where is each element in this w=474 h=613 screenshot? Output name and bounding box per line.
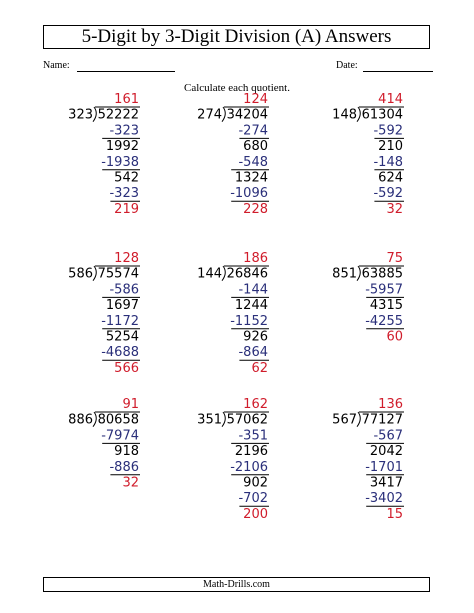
quotient: 75 (386, 251, 403, 266)
name-label: Name: (43, 60, 70, 71)
partial-result: 624 (378, 170, 403, 186)
subtraction: -864 (238, 345, 268, 361)
divisor: 586 (68, 266, 93, 282)
division-problem (332, 397, 404, 522)
division-problem (68, 251, 140, 376)
divisor: 851 (332, 266, 357, 282)
divisor: 567 (332, 412, 357, 428)
instructions: Calculate each quotient. (184, 82, 290, 94)
dividend: 26846 (226, 266, 268, 282)
remainder: 32 (386, 201, 403, 217)
partial-result: 1324 (234, 170, 268, 186)
dividend: 80658 (97, 412, 139, 428)
quotient: 162 (243, 397, 268, 412)
divisor: 144 (197, 266, 222, 282)
divisor: 886 (68, 412, 93, 428)
subtraction: -567 (373, 428, 403, 444)
division-problem (197, 92, 269, 217)
dividend: 52222 (97, 107, 139, 123)
subtraction: -1172 (101, 313, 139, 329)
partial-result: 542 (114, 170, 139, 186)
quotient: 136 (378, 397, 403, 412)
quotient: 161 (114, 92, 139, 107)
division-bracket (357, 412, 360, 427)
division-bracket (357, 107, 360, 122)
divisor: 148 (332, 107, 357, 123)
division-problem (197, 397, 269, 522)
quotient: 186 (243, 251, 268, 266)
remainder: 15 (386, 506, 403, 522)
partial-result: 902 (243, 475, 268, 491)
subtraction: -702 (238, 491, 268, 507)
subtraction: -2106 (230, 459, 268, 475)
divisor: 274 (197, 107, 222, 123)
partial-result: 918 (114, 444, 139, 460)
division-bracket (357, 266, 360, 281)
subtraction: -3402 (365, 491, 403, 507)
partial-result: 210 (378, 139, 403, 155)
quotient: 128 (114, 251, 139, 266)
division-bracket (222, 412, 225, 427)
subtraction: -548 (238, 154, 268, 170)
dividend: 34204 (226, 107, 268, 123)
dividend: 77127 (361, 412, 403, 428)
subtraction: -351 (238, 428, 268, 444)
subtraction: -323 (109, 186, 139, 202)
partial-result: 926 (243, 329, 268, 345)
worksheet-title: 5-Digit by 3-Digit Division (A) Answers (43, 25, 430, 49)
dividend: 75574 (97, 266, 139, 282)
remainder: 200 (243, 506, 268, 522)
remainder: 228 (243, 201, 268, 217)
division-problem (332, 92, 404, 217)
remainder: 62 (251, 360, 268, 376)
quotient: 124 (243, 92, 268, 107)
subtraction: -592 (373, 123, 403, 139)
division-bracket (222, 107, 225, 122)
division-bracket (222, 266, 225, 281)
subtraction: -4688 (101, 345, 139, 361)
quotient: 91 (122, 397, 139, 412)
remainder: 566 (114, 360, 139, 376)
subtraction: -586 (109, 282, 139, 298)
dividend: 61304 (361, 107, 403, 123)
subtraction: -592 (373, 186, 403, 202)
partial-result: 2196 (234, 444, 268, 460)
remainder: 60 (386, 329, 403, 345)
subtraction: -144 (238, 282, 268, 298)
divisor: 351 (197, 412, 222, 428)
division-problem (197, 251, 269, 376)
remainder: 32 (122, 475, 139, 491)
subtraction: -1938 (101, 154, 139, 170)
remainder: 219 (114, 201, 139, 217)
subtraction: -274 (238, 123, 268, 139)
footer-source: Math-Drills.com (43, 577, 430, 592)
dividend: 57062 (226, 412, 268, 428)
date-label: Date: (336, 60, 358, 71)
subtraction: -1701 (365, 459, 403, 475)
division-bracket (93, 107, 96, 122)
subtraction: -148 (373, 154, 403, 170)
subtraction: -886 (109, 459, 139, 475)
partial-result: 2042 (369, 444, 403, 460)
division-bracket (93, 266, 96, 281)
division-bracket (93, 412, 96, 427)
subtraction: -323 (109, 123, 139, 139)
quotient: 414 (378, 92, 403, 107)
subtraction: -5957 (365, 282, 403, 298)
partial-result: 680 (243, 139, 268, 155)
division-problem (68, 92, 140, 217)
subtraction: -7974 (101, 428, 139, 444)
divisor: 323 (68, 107, 93, 123)
partial-result: 4315 (369, 298, 403, 314)
division-problem (68, 397, 140, 491)
partial-result: 1697 (105, 298, 139, 314)
division-problem (332, 251, 404, 345)
partial-result: 3417 (369, 475, 403, 491)
subtraction: -4255 (365, 313, 403, 329)
subtraction: -1096 (230, 186, 268, 202)
partial-result: 1244 (234, 298, 268, 314)
dividend: 63885 (361, 266, 403, 282)
partial-result: 5254 (105, 329, 139, 345)
partial-result: 1992 (105, 139, 139, 155)
subtraction: -1152 (230, 313, 268, 329)
